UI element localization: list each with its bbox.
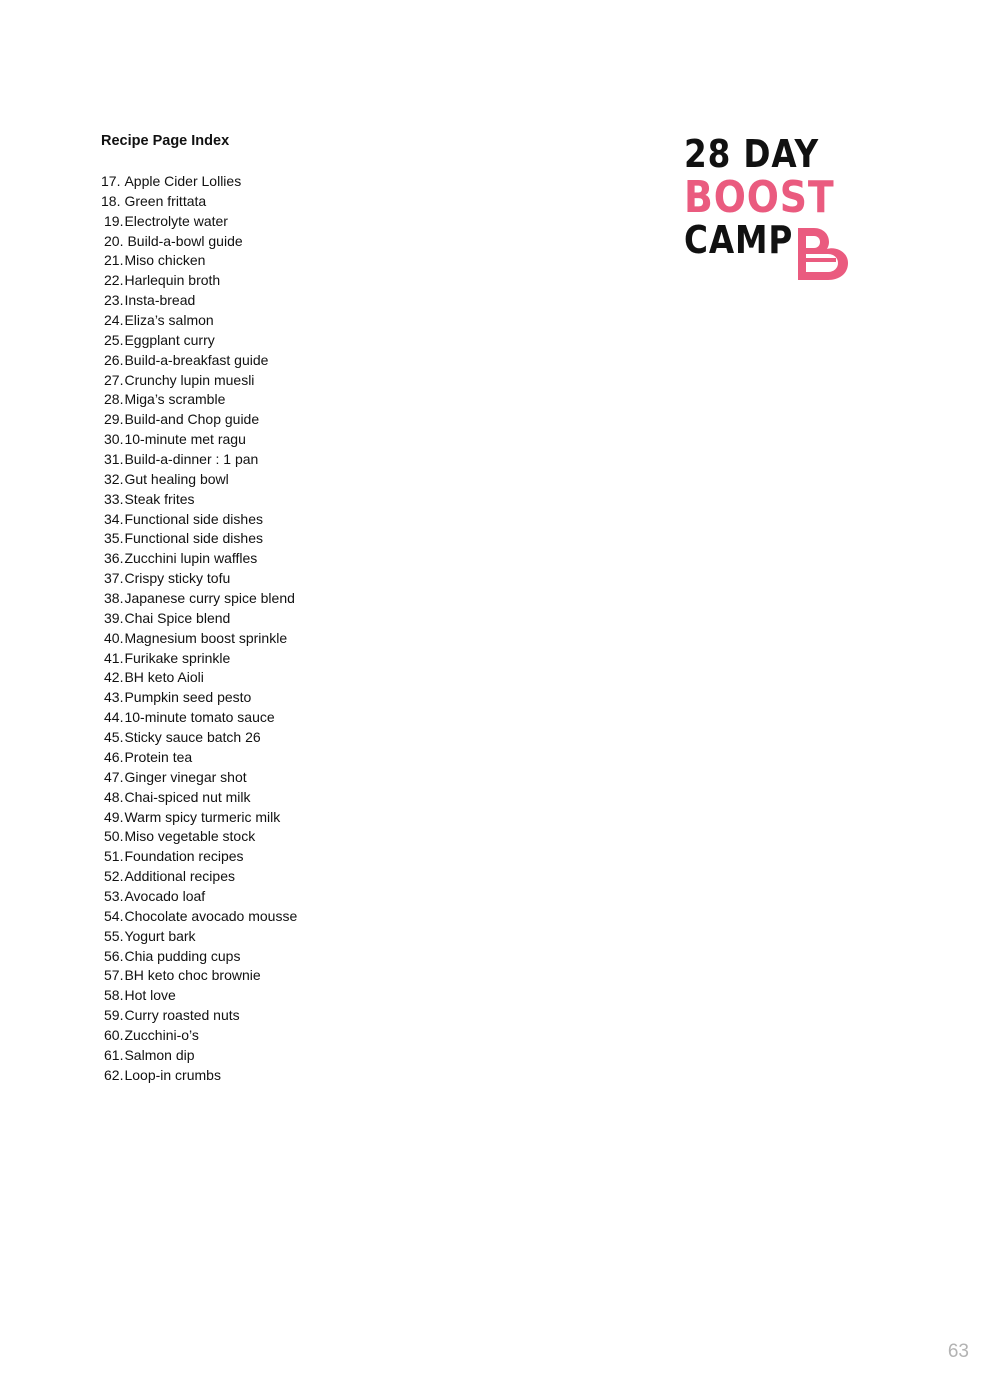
recipe-index-list (101, 172, 297, 1086)
recipe-name: Hot love (124, 987, 176, 1004)
recipe-page-number: 41. (104, 649, 124, 666)
recipe-list-item (101, 907, 297, 927)
recipe-page-number: 47. (104, 768, 124, 785)
boost-camp-logo (684, 132, 864, 287)
recipe-name: Zucchini-o’s (124, 1026, 199, 1043)
recipe-page-number: 20. (104, 232, 124, 249)
recipe-list-item (101, 788, 297, 808)
recipe-page-number: 60. (104, 1026, 124, 1043)
recipe-page-number: 23. (104, 292, 124, 309)
recipe-name: Gut healing bowl (124, 470, 229, 487)
recipe-list-item (101, 470, 297, 490)
heart-b-icon (792, 224, 852, 282)
recipe-name: Steak frites (124, 490, 195, 507)
recipe-list-item (101, 1046, 297, 1066)
recipe-name: Eliza’s salmon (124, 312, 214, 329)
logo-line-1: 28 DAY (684, 132, 819, 176)
recipe-page-number: 21. (104, 252, 124, 269)
recipe-page-number: 17. (101, 173, 121, 189)
recipe-page-number: 49. (104, 808, 124, 825)
recipe-name: Electrolyte water (124, 212, 228, 229)
recipe-list-item (101, 192, 297, 212)
recipe-list-item (101, 827, 297, 847)
recipe-name: Crispy sticky tofu (124, 570, 231, 587)
recipe-page-number: 34. (104, 510, 124, 527)
recipe-list-item (101, 629, 297, 649)
recipe-list-item (101, 232, 297, 252)
recipe-name: Crunchy lupin muesli (124, 371, 255, 388)
recipe-name: Pumpkin seed pesto (124, 689, 252, 706)
recipe-list-item (101, 867, 297, 887)
page-number: 63 (947, 1341, 969, 1362)
recipe-list-item (101, 490, 297, 510)
recipe-name: Harlequin broth (124, 272, 221, 289)
recipe-list-item (101, 291, 297, 311)
recipe-name: Warm spicy turmeric milk (124, 808, 281, 825)
recipe-page-number: 43. (104, 689, 124, 706)
recipe-list-item (101, 847, 297, 867)
recipe-list-item (101, 510, 297, 530)
recipe-list-item (101, 966, 297, 986)
recipe-page-number: 30. (104, 431, 124, 448)
recipe-name: Loop-in crumbs (124, 1066, 221, 1083)
recipe-list-item (101, 887, 297, 907)
recipe-list-item (101, 768, 297, 788)
recipe-name: Eggplant curry (124, 331, 215, 348)
recipe-page-number: 53. (104, 887, 124, 904)
recipe-name: Protein tea (124, 748, 193, 765)
recipe-name: Curry roasted nuts (124, 1007, 240, 1024)
recipe-list-item (101, 331, 297, 351)
recipe-page-number: 33. (104, 490, 124, 507)
recipe-name: Yogurt bark (124, 927, 196, 944)
recipe-page-number: 42. (104, 669, 124, 686)
recipe-page-number: 39. (104, 609, 124, 626)
recipe-page-number: 24. (104, 312, 124, 329)
recipe-page-number: 48. (104, 788, 124, 805)
recipe-list-item (101, 1066, 297, 1086)
recipe-page-number: 31. (104, 451, 124, 468)
recipe-name: Green frittata (124, 192, 207, 209)
recipe-list-item (101, 549, 297, 569)
recipe-list-item (101, 410, 297, 430)
recipe-list-item (101, 668, 297, 688)
recipe-list-item (101, 251, 297, 271)
recipe-name: Furikake sprinkle (124, 649, 231, 666)
recipe-name: Avocado loaf (124, 887, 206, 904)
recipe-page-number: 27. (104, 371, 124, 388)
recipe-list-item (101, 688, 297, 708)
recipe-list-item (101, 1006, 297, 1026)
recipe-name: BH keto choc brownie (124, 967, 261, 984)
recipe-page-number: 18. (101, 192, 121, 209)
recipe-name: Zucchini lupin waffles (124, 550, 258, 567)
recipe-name: Apple Cider Lollies (124, 173, 242, 189)
recipe-name: Build-a-bowl guide (127, 232, 243, 249)
recipe-page-number: 28. (104, 391, 124, 408)
recipe-page-number: 38. (104, 590, 124, 607)
recipe-name: 10-minute met ragu (124, 431, 246, 448)
recipe-list-item (101, 351, 297, 371)
recipe-name: Insta-bread (124, 292, 196, 309)
recipe-page-number: 36. (104, 550, 124, 567)
recipe-page-number: 57. (104, 967, 124, 984)
recipe-page-number: 25. (104, 331, 124, 348)
recipe-name: Chai-spiced nut milk (124, 788, 251, 805)
recipe-page-number: 26. (104, 351, 124, 368)
recipe-page-number: 35. (104, 530, 124, 547)
recipe-page-number: 19. (104, 212, 124, 229)
recipe-page-number: 58. (104, 987, 124, 1004)
recipe-page-number: 45. (104, 729, 124, 746)
recipe-name: Foundation recipes (124, 848, 244, 865)
recipe-name: Additional recipes (124, 868, 235, 885)
recipe-list-item (101, 927, 297, 947)
recipe-page-number: 40. (104, 629, 124, 646)
recipe-page-number: 55. (104, 927, 124, 944)
recipe-name: Japanese curry spice blend (124, 590, 295, 607)
recipe-name: Functional side dishes (124, 510, 263, 527)
recipe-page-number: 52. (104, 868, 124, 885)
recipe-list-item (101, 1026, 297, 1046)
recipe-page-number: 50. (104, 828, 124, 845)
recipe-list-item (101, 390, 297, 410)
logo-line-2: BOOST (684, 172, 835, 223)
recipe-page-number: 37. (104, 570, 124, 587)
recipe-name: Build-a-dinner : 1 pan (124, 451, 259, 468)
logo-line-3: CAMP (684, 218, 794, 262)
recipe-page-number: 56. (104, 947, 124, 964)
recipe-page-number: 46. (104, 748, 124, 765)
recipe-list-item (101, 808, 297, 828)
recipe-name: Magnesium boost sprinkle (124, 629, 288, 646)
recipe-name: BH keto Aioli (124, 669, 204, 686)
recipe-list-item (101, 529, 297, 549)
recipe-name: Chai Spice blend (124, 609, 231, 626)
recipe-page-number: 29. (104, 411, 124, 428)
recipe-name: Miso vegetable stock (124, 828, 256, 845)
recipe-name: Miga’s scramble (124, 391, 226, 408)
recipe-name: Functional side dishes (124, 530, 263, 547)
recipe-page-number: 62. (104, 1066, 124, 1083)
recipe-list-item (101, 172, 297, 192)
recipe-page-number: 32. (104, 470, 124, 487)
recipe-list-item (101, 728, 297, 748)
recipe-name: Chocolate avocado mousse (124, 907, 298, 924)
recipe-name: Salmon dip (124, 1046, 195, 1063)
recipe-list-item (101, 748, 297, 768)
recipe-name: Build-a-breakfast guide (124, 351, 269, 368)
recipe-list-item (101, 569, 297, 589)
recipe-list-item (101, 311, 297, 331)
recipe-page-number: 59. (104, 1007, 124, 1024)
recipe-list-item (101, 271, 297, 291)
recipe-list-item (101, 430, 297, 450)
recipe-name: Ginger vinegar shot (124, 768, 247, 785)
recipe-name: 10-minute tomato sauce (124, 709, 275, 726)
recipe-list-item (101, 708, 297, 728)
recipe-page-number: 51. (104, 848, 124, 865)
page-title: Recipe Page Index (101, 133, 230, 149)
recipe-list-item (101, 212, 297, 232)
recipe-page-number: 54. (104, 907, 124, 924)
recipe-list-item (101, 450, 297, 470)
recipe-list-item (101, 649, 297, 669)
recipe-list-item (101, 947, 297, 967)
recipe-name: Build-and Chop guide (124, 411, 260, 428)
recipe-list-item (101, 589, 297, 609)
recipe-name: Sticky sauce batch 26 (124, 729, 261, 746)
recipe-list-item (101, 609, 297, 629)
recipe-list-item (101, 986, 297, 1006)
recipe-page-number: 44. (104, 709, 124, 726)
recipe-list-item (101, 371, 297, 391)
recipe-page-number: 22. (104, 272, 124, 289)
recipe-name: Chia pudding cups (124, 947, 241, 964)
recipe-page-number: 61. (104, 1046, 124, 1063)
recipe-name: Miso chicken (124, 252, 206, 269)
